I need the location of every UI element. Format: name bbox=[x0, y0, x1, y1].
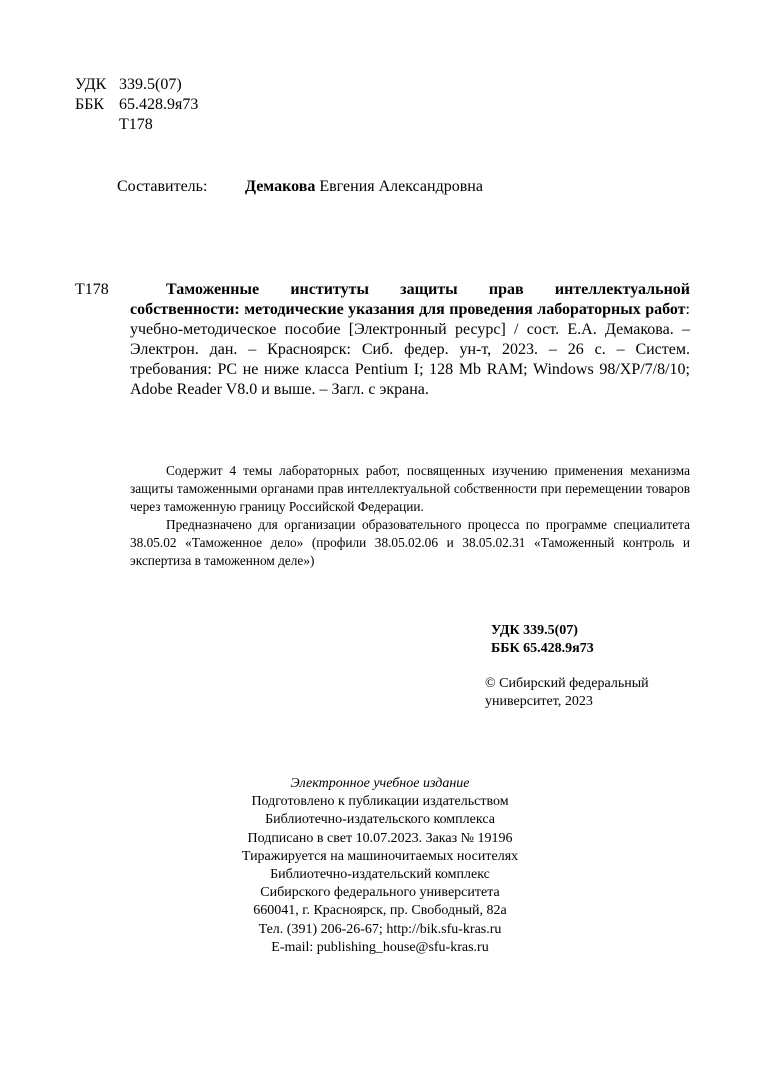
udk-label: УДК bbox=[75, 76, 107, 93]
edition-type: Электронное учебное издание bbox=[290, 776, 470, 791]
bbk-label: ББК bbox=[75, 96, 105, 113]
udk-row bbox=[75, 75, 198, 95]
author-code: Т178 bbox=[119, 116, 153, 133]
compiler-line bbox=[117, 177, 483, 197]
imprint-line: Сибирского федерального университета bbox=[260, 885, 500, 901]
bbk-row bbox=[75, 95, 198, 115]
imprint-line: Тел. (391) 206-26-67; http://bik.sfu-kras.ru bbox=[258, 921, 502, 937]
bbk-right-line: ББК 65.428.9я73 bbox=[491, 641, 594, 656]
classification-codes bbox=[75, 75, 198, 135]
imprint-block bbox=[150, 775, 610, 957]
imprint-line: 660041, г. Красноярск, пр. Свободный, 82а bbox=[253, 903, 507, 919]
imprint-line: Подписано в свет 10.07.2023. Заказ № 19196 bbox=[247, 830, 513, 846]
copyright-notice bbox=[485, 675, 649, 711]
imprint-line: Библиотечно-издательский комплекс bbox=[270, 867, 490, 883]
annotation-paragraph-content: Содержит 4 темы лабораторных работ, посвященных изучению применения механизма защиты таможенными органами прав интеллектуальной собственности при перемещении товаров через таможенную границу Российской Федерации. bbox=[130, 463, 690, 514]
copyright-line-1: © Сибирский федеральный bbox=[485, 676, 649, 691]
annotation bbox=[130, 462, 690, 570]
publication-details: : учебно-методическое пособие [Электронный ресурс] / сост. Е.А. Демакова. – Электрон. дан. – Красноярск: Сиб. федер. ун-т, 2023. – 26 с. – Систем. требования: PC не ниже класса Pentium I; 128 Mb RAM; Windows 98/XP/7/8/10; Adobe Reader V8.0 и выше. – Загл. с экрана. bbox=[130, 301, 690, 398]
compiler-surname: Демакова bbox=[245, 178, 316, 195]
compiler-given-names: Евгения Александровна bbox=[319, 178, 483, 195]
imprint-line: Библиотечно-издательского комплекса bbox=[265, 812, 495, 828]
compiler-label: Составитель: bbox=[117, 178, 208, 195]
classification-codes-right bbox=[491, 622, 594, 658]
publication-title: Таможенные институты защиты прав интеллектуальной собственности: методические указания для проведения лабораторных работ bbox=[130, 281, 690, 318]
udk-value: 339.5(07) bbox=[119, 76, 182, 93]
udk-right-line: УДК 339.5(07) bbox=[491, 623, 578, 638]
bibliographic-description bbox=[130, 280, 690, 400]
imprint-line: Подготовлено к публикации издательством bbox=[251, 794, 509, 810]
annotation-paragraph-audience: Предназначено для организации образовательного процесса по программе специалитета 38.05.02 «Таможенное дело» (профили 38.05.02.06 и 38.05.02.31 «Таможенный контроль и экспертиза в таможенном деле») bbox=[130, 517, 690, 568]
bbk-value: 65.428.9я73 bbox=[119, 96, 199, 113]
copyright-line-2: университет, 2023 bbox=[485, 694, 593, 709]
imprint-line: Тиражируется на машиночитаемых носителях bbox=[241, 848, 519, 864]
catalog-author-code: Т178 bbox=[75, 281, 109, 298]
imprint-email: E-mail: publishing_house@sfu-kras.ru bbox=[271, 939, 489, 955]
